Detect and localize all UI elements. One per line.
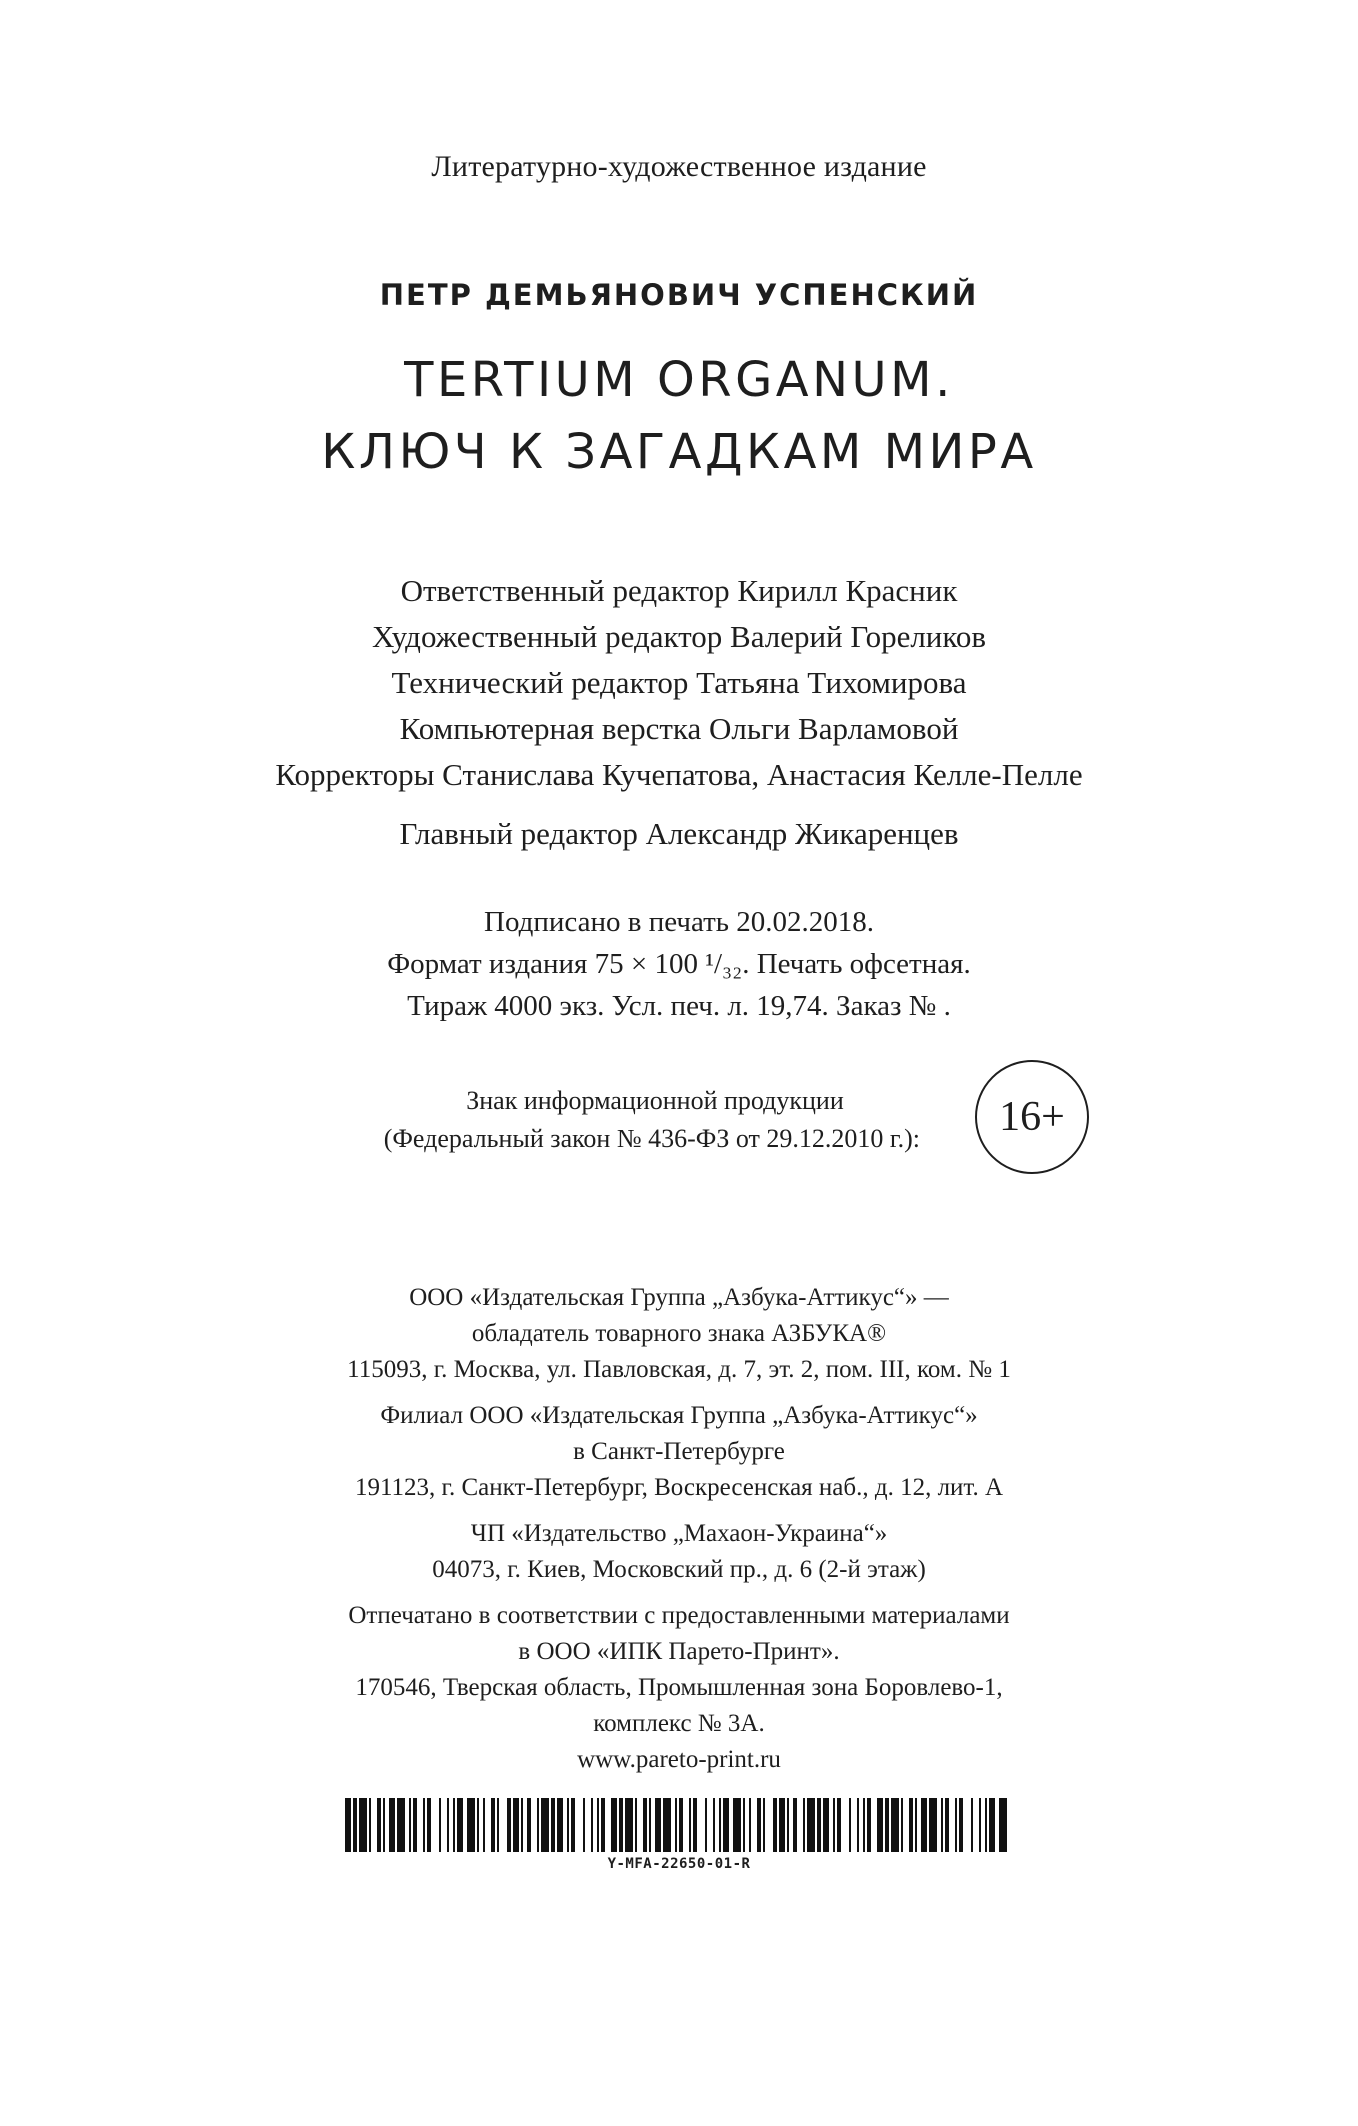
- barcode-bar: [491, 1798, 495, 1852]
- publisher-line: 191123, г. Санкт-Петербург, Воскресенская наб., д. 12, лит. А: [354, 1474, 1004, 1501]
- age-rating-text: 16+: [999, 1094, 1065, 1140]
- barcode-bar: [619, 1798, 623, 1852]
- print-signed-date: Подписано в печать 20.02.2018.: [484, 906, 874, 938]
- printer-line: в ООО «ИПК Парето-Принт».: [518, 1638, 840, 1665]
- barcode-bar: [649, 1798, 651, 1852]
- barcode-bar: [467, 1798, 475, 1852]
- barcode-bar: [597, 1798, 599, 1852]
- barcode-bar: [397, 1798, 405, 1852]
- publication-genre: Литературно-художественное издание: [431, 150, 927, 183]
- barcode-bar: [909, 1798, 913, 1852]
- barcode-bar: [643, 1798, 647, 1852]
- barcode-bar: [353, 1798, 357, 1852]
- author-name: ПЕТР ДЕМЬЯНОВИЧ УСПЕНСКИЙ: [379, 278, 979, 312]
- barcode-bar: [849, 1798, 851, 1852]
- barcode-bar: [999, 1798, 1007, 1852]
- book-title-line-1: TERTIUM ORGANUM.: [404, 352, 954, 408]
- barcode-bar: [551, 1798, 555, 1852]
- print-run: Тираж 4000 экз. Усл. печ. л. 19,74. Заказ № .: [407, 990, 951, 1022]
- barcode-bar: [837, 1798, 841, 1852]
- barcode-bar: [787, 1798, 789, 1852]
- publisher-line: Филиал ООО «Издательская Группа „Азбука-Аттикус“»: [380, 1402, 978, 1429]
- barcode-bar: [807, 1798, 815, 1852]
- book-title-line-2: КЛЮЧ К ЗАГАДКАМ МИРА: [321, 424, 1037, 480]
- credit-art-editor: Художественный редактор Валерий Гореликов: [371, 619, 987, 654]
- barcode-bar: [635, 1798, 637, 1852]
- chief-editor: Главный редактор Александр Жикаренцев: [399, 816, 959, 851]
- barcode-bar: [693, 1798, 697, 1852]
- barcode-bar: [793, 1798, 797, 1852]
- barcode-bar: [857, 1798, 859, 1852]
- barcode-bar: [929, 1798, 937, 1852]
- barcode-bar: [423, 1798, 425, 1852]
- barcode-bar: [675, 1798, 677, 1852]
- barcode-bar: [507, 1798, 511, 1852]
- barcode-bar: [477, 1798, 479, 1852]
- printer-website: www.pareto-print.ru: [577, 1746, 781, 1773]
- barcode-bar: [985, 1798, 987, 1852]
- barcode-bar: [863, 1798, 865, 1852]
- publisher-line: 04073, г. Киев, Московский пр., д. 6 (2-й этаж): [432, 1556, 926, 1583]
- barcode-bar: [369, 1798, 371, 1852]
- barcode-bar: [757, 1798, 761, 1852]
- barcode-bar: [527, 1798, 531, 1852]
- barcode-bar: [345, 1798, 351, 1852]
- printer-line: 170546, Тверская область, Промышленная зона Боровлево-1,: [355, 1674, 1003, 1701]
- barcode-bar: [383, 1798, 385, 1852]
- barcode: [345, 1798, 1007, 1852]
- age-rating-badge: [975, 1060, 1089, 1174]
- barcode-bar: [803, 1798, 805, 1852]
- barcode-bar: [611, 1798, 617, 1852]
- barcode-bar: [915, 1798, 917, 1852]
- barcode-bar: [705, 1798, 707, 1852]
- barcode-bar: [719, 1798, 721, 1852]
- barcode-bar: [689, 1798, 691, 1852]
- barcode-bar: [817, 1798, 821, 1852]
- info-product-sign: [240, 1082, 920, 1158]
- publisher-line: в Санкт-Петербурге: [573, 1438, 785, 1465]
- barcode-bar: [971, 1798, 973, 1852]
- credit-layout: Компьютерная верстка Ольги Варламовой: [399, 711, 959, 746]
- barcode-bar: [567, 1798, 569, 1852]
- barcode-bar: [823, 1798, 829, 1852]
- barcode-bar: [537, 1798, 539, 1852]
- barcode-bar: [921, 1798, 927, 1852]
- barcode-bar: [427, 1798, 431, 1852]
- barcode-bar: [945, 1798, 949, 1852]
- barcode-bar: [891, 1798, 899, 1852]
- barcode-bar: [497, 1798, 499, 1852]
- barcode-bar: [483, 1798, 485, 1852]
- barcode-bar: [655, 1798, 661, 1852]
- barcode-bar: [453, 1798, 455, 1852]
- barcode-bar: [749, 1798, 751, 1852]
- barcode-label: Y-MFA-22650-01-R: [607, 1856, 751, 1872]
- barcode-bar: [557, 1798, 563, 1852]
- barcode-bar: [713, 1798, 715, 1852]
- barcode-bar: [885, 1798, 889, 1852]
- barcode-bar: [583, 1798, 585, 1852]
- barcode-bar: [959, 1798, 963, 1852]
- publisher-line: ООО «Издательская Группа „Азбука-Аттикус“» —: [409, 1284, 949, 1311]
- barcode-bar: [601, 1798, 605, 1852]
- credit-technical-editor: Технический редактор Татьяна Тихомирова: [391, 665, 967, 700]
- barcode-bar: [571, 1798, 575, 1852]
- publisher-line: 115093, г. Москва, ул. Павловская, д. 7, эт. 2, пом. III, ком. № 1: [347, 1356, 1011, 1383]
- credit-proofreaders: Корректоры Станислава Кучепатова, Анастасия Келле-Пелле: [275, 757, 1083, 792]
- barcode-bar: [541, 1798, 549, 1852]
- barcode-bar: [447, 1798, 449, 1852]
- barcode-bar: [377, 1798, 381, 1852]
- barcode-bar: [389, 1798, 395, 1852]
- info-sign-law: (Федеральный закон № 436-ФЗ от 29.12.2010 г.):: [383, 1124, 920, 1153]
- barcode-bar: [679, 1798, 683, 1852]
- barcode-bar: [439, 1798, 441, 1852]
- barcode-bar: [625, 1798, 633, 1852]
- barcode-bar: [779, 1798, 785, 1852]
- publisher-line: обладатель товарного знака АЗБУКА®: [471, 1320, 887, 1347]
- barcode-bar: [901, 1798, 903, 1852]
- barcode-bar: [763, 1798, 765, 1852]
- barcode-bar: [723, 1798, 729, 1852]
- barcode-bar: [359, 1798, 367, 1852]
- barcode-bar: [413, 1798, 417, 1852]
- barcode-bar: [941, 1798, 943, 1852]
- barcode-bar: [457, 1798, 463, 1852]
- printer-line: комплекс № 3А.: [593, 1710, 765, 1737]
- credit-responsible-editor: Ответственный редактор Кирилл Красник: [400, 573, 958, 608]
- barcode-bar: [521, 1798, 523, 1852]
- barcode-bar: [867, 1798, 871, 1852]
- printer-line: Отпечатано в соответствии с предоставленными материалами: [348, 1602, 1010, 1629]
- barcode-bar: [409, 1798, 411, 1852]
- barcode-bar: [663, 1798, 671, 1852]
- barcode-bar: [989, 1798, 995, 1852]
- barcode-bar: [955, 1798, 957, 1852]
- barcode-bar: [743, 1798, 745, 1852]
- barcode-bar: [513, 1798, 519, 1852]
- info-sign-label: Знак информационной продукции: [466, 1086, 844, 1115]
- publisher-line: ЧП «Издательство „Махаон-Украина“»: [470, 1520, 888, 1547]
- barcode-bar: [773, 1798, 777, 1852]
- barcode-bar: [877, 1798, 883, 1852]
- barcode-bar: [979, 1798, 981, 1852]
- barcode-bar: [733, 1798, 741, 1852]
- barcode-bar: [591, 1798, 593, 1852]
- print-format: Формат издания 75 × 100 ¹/₃₂. Печать офсетная.: [387, 948, 971, 980]
- barcode-bar: [833, 1798, 835, 1852]
